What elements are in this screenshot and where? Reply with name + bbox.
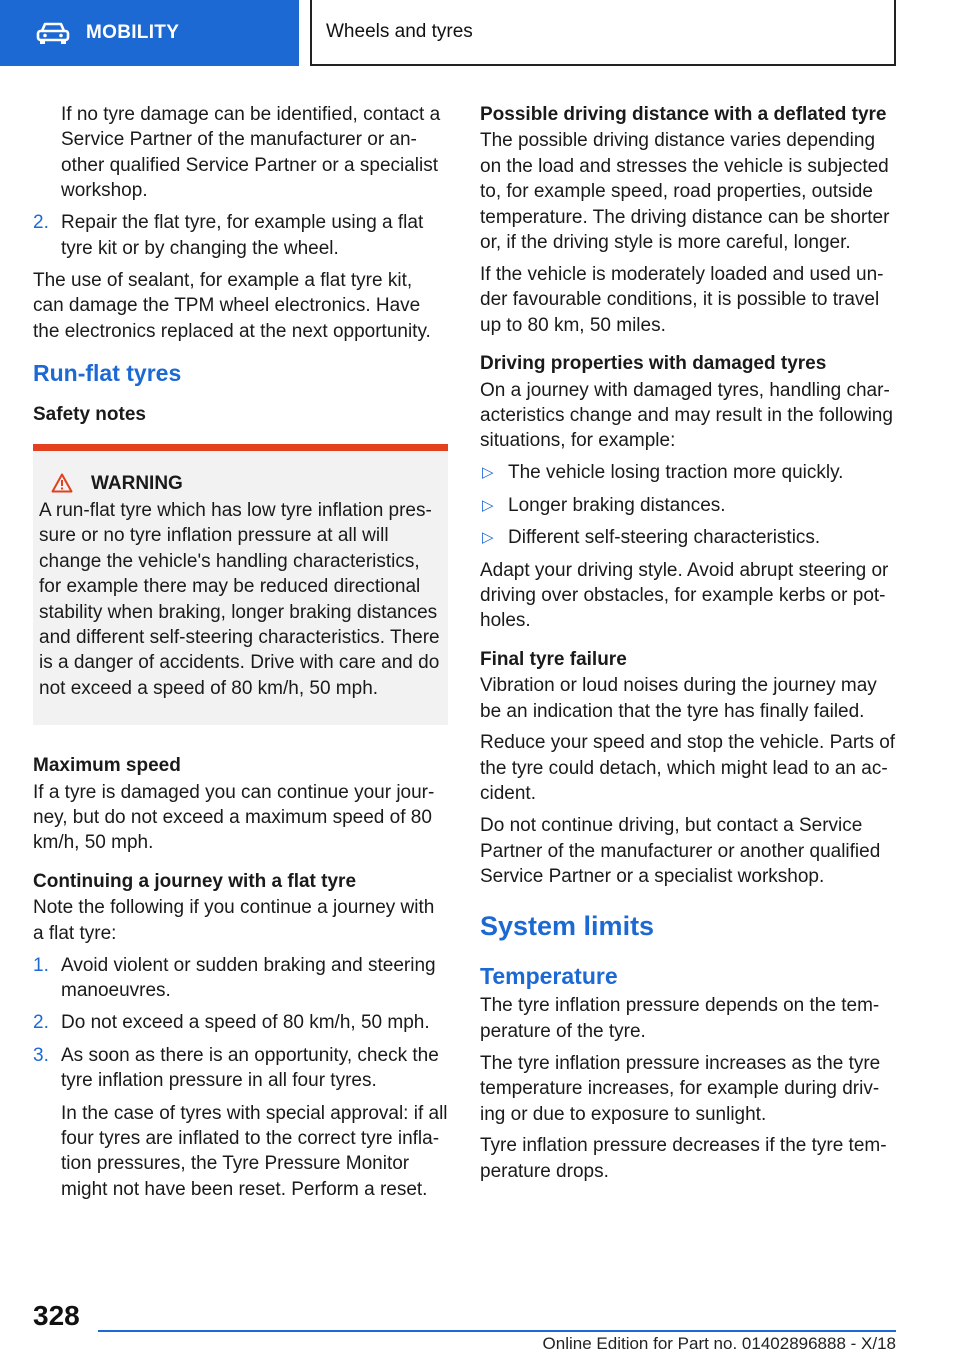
bullet-triangle-icon: ▷ bbox=[482, 529, 494, 547]
temperature-paragraph: The tyre inflation pressure increases as the tyre temperature increases, for example during driv-ing or due to exposure to sunlight. bbox=[480, 1052, 881, 1125]
list-item bbox=[480, 460, 898, 485]
sealant-paragraph: The use of sealant, for example a flat tyre kit, can damage the TPM wheel electronics. Have the electronics replaced at the next opportunity. bbox=[33, 269, 431, 342]
numbered-item bbox=[33, 953, 448, 1004]
distance-paragraph: If the vehicle is moderately loaded and used un-der favourable conditions, it is possible to travel up to 80 km, 50 miles. bbox=[480, 263, 884, 336]
item-number: 1. bbox=[33, 954, 49, 976]
driving-paragraph: Adapt your driving style. Avoid abrupt steering or driving over obstacles, for example kerbs or pot-holes. bbox=[480, 559, 889, 632]
failure-paragraph: Vibration or loud noises during the journey may be an indication that the tyre has finally failed. bbox=[480, 675, 877, 722]
temperature-heading: Temperature bbox=[480, 963, 618, 990]
warning-title: WARNING bbox=[91, 472, 183, 494]
temperature-paragraph: The tyre inflation pressure depends on the tem-perature of the tyre. bbox=[480, 995, 880, 1042]
runflat-heading: Run-flat tyres bbox=[33, 360, 182, 387]
max-speed-heading: Maximum speed bbox=[33, 755, 181, 777]
step3-note: In the case of tyres with special approval: if all four tyres are inflated to the correct tyre infla-tion pressures, the Tyre Pressure Monitor might not have been reset. Perform a reset. bbox=[61, 1102, 448, 1200]
numbered-item bbox=[33, 1043, 448, 1094]
warning-header bbox=[39, 471, 440, 496]
left-column bbox=[33, 102, 448, 1209]
item-number: 3. bbox=[33, 1044, 49, 1066]
failure-paragraph: Reduce your speed and stop the vehicle. Parts of the tyre could detach, which might lead to an ac-cident. bbox=[480, 732, 896, 805]
list-item-text: Different self-steering characteristics. bbox=[508, 527, 821, 549]
item-text: Do not exceed a speed of 80 km/h, 50 mph. bbox=[61, 1012, 430, 1034]
warning-triangle-icon bbox=[51, 473, 73, 493]
section-title bbox=[310, 0, 896, 66]
section-title-text: Wheels and tyres bbox=[326, 21, 473, 42]
item-text: Repair the flat tyre, for example using a flat tyre kit or by changing the wheel. bbox=[61, 212, 424, 259]
driving-heading: Driving properties with damaged tyres bbox=[480, 353, 827, 375]
right-column bbox=[480, 102, 898, 1191]
temperature-paragraph: Tyre inflation pressure decreases if the tyre tem-perature drops. bbox=[480, 1135, 887, 1182]
warning-box bbox=[33, 444, 448, 726]
bullet-triangle-icon: ▷ bbox=[482, 496, 494, 514]
distance-heading: Possible driving distance with a deflated tyre bbox=[480, 104, 887, 125]
numbered-item bbox=[33, 210, 448, 261]
footer-divider bbox=[98, 1330, 896, 1332]
failure-paragraph: Do not continue driving, but contact a Service Partner of the manufacturer or another qualified Service Partner or a specialist workshop. bbox=[480, 815, 881, 887]
list-item-text: Longer braking distances. bbox=[508, 494, 726, 516]
intro-paragraph: If no tyre damage can be identified, contact a Service Partner of the manufacturer or an-other qualified Service Partner or a specialist workshop. bbox=[61, 104, 441, 202]
failure-heading: Final tyre failure bbox=[480, 648, 627, 670]
continuing-heading: Continuing a journey with a flat tyre bbox=[33, 870, 357, 892]
item-number: 2. bbox=[33, 1012, 49, 1034]
list-item-text: The vehicle losing traction more quickly. bbox=[508, 462, 844, 484]
list-item bbox=[480, 525, 898, 550]
system-limits-heading: System limits bbox=[480, 911, 655, 942]
bullet-triangle-icon: ▷ bbox=[482, 464, 494, 482]
item-number: 2. bbox=[33, 212, 49, 234]
chapter-tab[interactable] bbox=[0, 0, 299, 66]
edition-text: Online Edition for Part no. 01402896888 - X/18 bbox=[542, 1334, 896, 1353]
distance-paragraph: The possible driving distance varies depending on the load and stresses the vehicle is subjected to, for example speed, road properties, outside temperature. The driving distance can be shorter or, if the driving style is more careful, longer. bbox=[480, 130, 890, 254]
page-number: 328 bbox=[33, 1300, 80, 1331]
safety-notes-heading: Safety notes bbox=[33, 404, 146, 426]
continuing-text: Note the following if you continue a journey with a flat tyre: bbox=[33, 897, 435, 944]
warning-text: A run-flat tyre which has low tyre inflation pres-sure or no tyre inflation pressure at all will change the vehicle's handling characteristics, for example there may be reduced directional stability when braking, longer braking distances and different self-steering characteristics. There is a danger of accidents. Drive with care and do not exceed a speed of 80 km/h, 50 mph. bbox=[39, 499, 440, 699]
driving-paragraph: On a journey with damaged tyres, handling char-acteristics change and may result in the following situations, for example: bbox=[480, 379, 893, 452]
car-icon bbox=[36, 21, 70, 45]
list-item bbox=[480, 493, 898, 518]
numbered-item bbox=[33, 1010, 448, 1035]
chapter-label: MOBILITY bbox=[86, 22, 180, 43]
item-text: Avoid violent or sudden braking and steering manoeuvres. bbox=[61, 954, 436, 1001]
item-text: As soon as there is an opportunity, check the tyre inflation pressure in all four tyres. bbox=[61, 1044, 439, 1092]
max-speed-text: If a tyre is damaged you can continue your jour-ney, but do not exceed a maximum speed of 80 km/h, 50 mph. bbox=[33, 781, 435, 854]
